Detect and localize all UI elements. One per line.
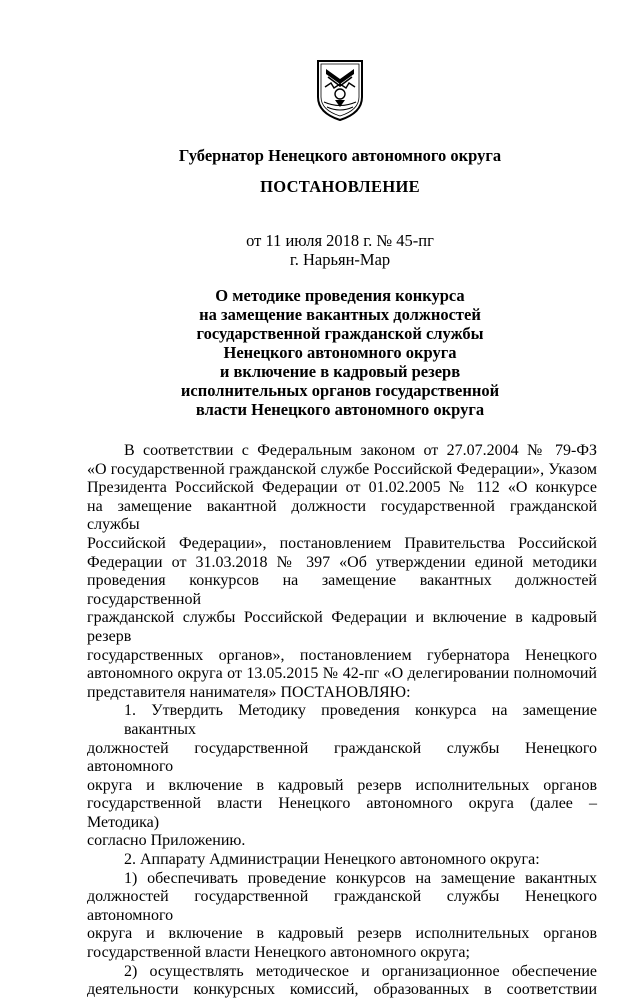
body-text-line: государственной власти Ненецкого автономного округа; xyxy=(87,944,470,962)
body-text-line: автономного округа от 13.05.2015 № 42-пг «О делегировании полномочий xyxy=(87,665,597,683)
title-line: О методике проведения конкурса xyxy=(215,286,465,305)
place-of-issue: г. Нарьян-Мар xyxy=(289,250,391,269)
coat-of-arms-emblem-icon xyxy=(314,57,366,123)
body-text-line: государственных органов», постановлением губернатора Ненецкого xyxy=(87,646,597,664)
document-body xyxy=(87,442,597,1000)
issuer-heading: Губернатор Ненецкого автономного округа xyxy=(178,146,502,165)
body-text-line: гражданской службы Российской Федерации и включение в кадровый резерв xyxy=(87,609,597,645)
body-text-line: должностей государственной гражданской службы Ненецкого автономного xyxy=(87,888,597,924)
body-text-line: округа и включение в кадровый резерв исполнительных органов xyxy=(87,776,597,794)
body-text-line: проведения конкурсов на замещение вакантных должностей государственной xyxy=(87,572,597,608)
body-text-line: согласно Приложению. xyxy=(87,832,246,850)
body-text-line: государственной власти Ненецкого автономного округа (далее – Методика) xyxy=(87,795,597,831)
document-meta xyxy=(60,231,620,269)
body-text-line: должностей государственной гражданской службы Ненецкого автономного xyxy=(87,739,597,776)
body-text-line: на замещение вакантной должности государственной гражданской службы xyxy=(87,497,597,534)
body-text-line: представителя нанимателя» ПОСТАНОВЛЯЮ: xyxy=(87,683,411,701)
body-text-line: Федерации от 31.03.2018 № 397 «Об утверждении единой методики xyxy=(87,553,597,571)
body-text-line: Президента Российской Федерации от 01.02.2005 № 112 «О конкурсе xyxy=(87,479,597,497)
body-text-line: Российской Федерации», постановлением Правительства Российской xyxy=(87,534,597,552)
title-line: и включение в кадровый резерв xyxy=(219,362,461,381)
title-line: власти Ненецкого автономного округа xyxy=(195,400,485,419)
body-text-line: 2) осуществлять методическое и организационное обеспечение xyxy=(124,962,597,980)
date-and-number: от 11 июля 2018 г. № 45-пг xyxy=(246,231,434,250)
body-text-line: округа и включение в кадровый резерв исполнительных органов xyxy=(87,925,597,943)
document-title xyxy=(60,286,620,419)
body-text-line: В соответствии с Федеральным законом от 27.07.2004 № 79-ФЗ xyxy=(124,442,597,459)
body-text-line: «О государственной гражданской службе Российской Федерации», Указом xyxy=(87,460,597,478)
title-line: на замещение вакантных должностей xyxy=(199,305,481,324)
body-text-line: 1) обеспечивать проведение конкурсов на замещение вакантных xyxy=(124,869,597,887)
body-text-line: деятельности конкурсных комиссий, образованных в соответствии xyxy=(87,981,597,999)
title-line: исполнительных органов государственной xyxy=(180,381,500,400)
document-type: ПОСТАНОВЛЕНИЕ xyxy=(260,177,420,196)
title-line: Ненецкого автономного округа xyxy=(223,343,457,362)
body-text-line: 2. Аппарату Администрации Ненецкого автономного округа: xyxy=(124,851,540,869)
body-text-line: 1. Утвердить Методику проведения конкурса на замещение вакантных xyxy=(124,702,597,738)
title-line: государственной гражданской службы xyxy=(196,324,484,343)
